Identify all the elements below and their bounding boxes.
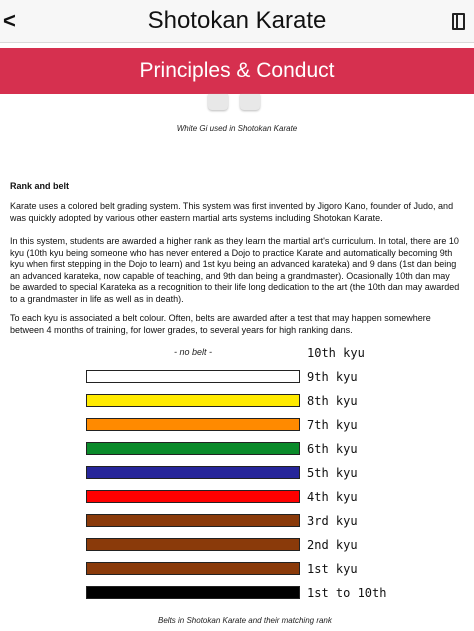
- belt-rank-label: 5th kyu: [307, 466, 358, 480]
- belt-rank-label: 7th kyu: [307, 418, 358, 432]
- belt-rank-label: 3rd kyu: [307, 514, 358, 528]
- section-banner: Principles & Conduct: [0, 48, 474, 94]
- belt-9: [86, 562, 300, 575]
- belt-rank-label: 4th kyu: [307, 490, 358, 504]
- book-icon[interactable]: [452, 13, 465, 30]
- belt-8: [86, 538, 300, 551]
- paragraph-3: To each kyu is associated a belt colour. Often, belts are awarded after a test that may happen somewhere between 4 months of training, for lower grades, to several years for high ranking dans.: [10, 313, 431, 335]
- belt-rank-label: 1st to 10th: [307, 586, 387, 600]
- belt-2: [86, 394, 300, 407]
- belt-rank-label: 1st kyu: [307, 562, 358, 576]
- belt-rank-label: 9th kyu: [307, 370, 358, 384]
- belt-rank-label: 8th kyu: [307, 394, 358, 408]
- belt-rank-label: 6th kyu: [307, 442, 358, 456]
- belt-chart-caption: Belts in Shotokan Karate and their matching rank: [158, 616, 332, 625]
- paragraph-2: In this system, students are awarded a higher rank as they learn the martial art's curriculum. In total, there are 10 kyu (10th kyu being someone who has never entered a Dojo to practice Karate and automatically becoming 9th kyu when first stepping in the Dojo to learn) and 1st kyu being an advanced karateka) and 9 dans (1st dan being an advanced karateka, now capable of teaching, and 9th dan being a grandmaster). Ocasionally 10th dan may be awarded to special Karateka as a recognition to their life long dedication to the art (the 10th dan may awarded to a grandmaster in life as well as in death).: [10, 236, 460, 304]
- navigation-bar: [0, 0, 474, 43]
- app-title: Shotokan Karate: [147, 7, 327, 34]
- belt-7: [86, 514, 300, 527]
- white-gi-image-right: [240, 94, 260, 110]
- belt-5: [86, 466, 300, 479]
- section-heading: Rank and belt: [10, 181, 70, 191]
- belt-10: [86, 586, 300, 599]
- belt-1: [86, 370, 300, 383]
- no-belt-label: - no belt -: [173, 347, 213, 357]
- belt-rank-label: 10th kyu: [307, 346, 365, 360]
- back-icon[interactable]: <: [3, 8, 16, 33]
- belt-6: [86, 490, 300, 503]
- white-gi-image-left: [208, 94, 228, 110]
- paragraph-1: Karate uses a colored belt grading system. This system was first invented by Jigoro Kano, founder of Judo, and was quickly adopted by various other eastern martial arts systems including Shotokan Karate.: [10, 201, 454, 223]
- belt-4: [86, 442, 300, 455]
- image-caption: White Gi used in Shotokan Karate: [176, 124, 298, 133]
- belt-rank-label: 2nd kyu: [307, 538, 358, 552]
- belt-3: [86, 418, 300, 431]
